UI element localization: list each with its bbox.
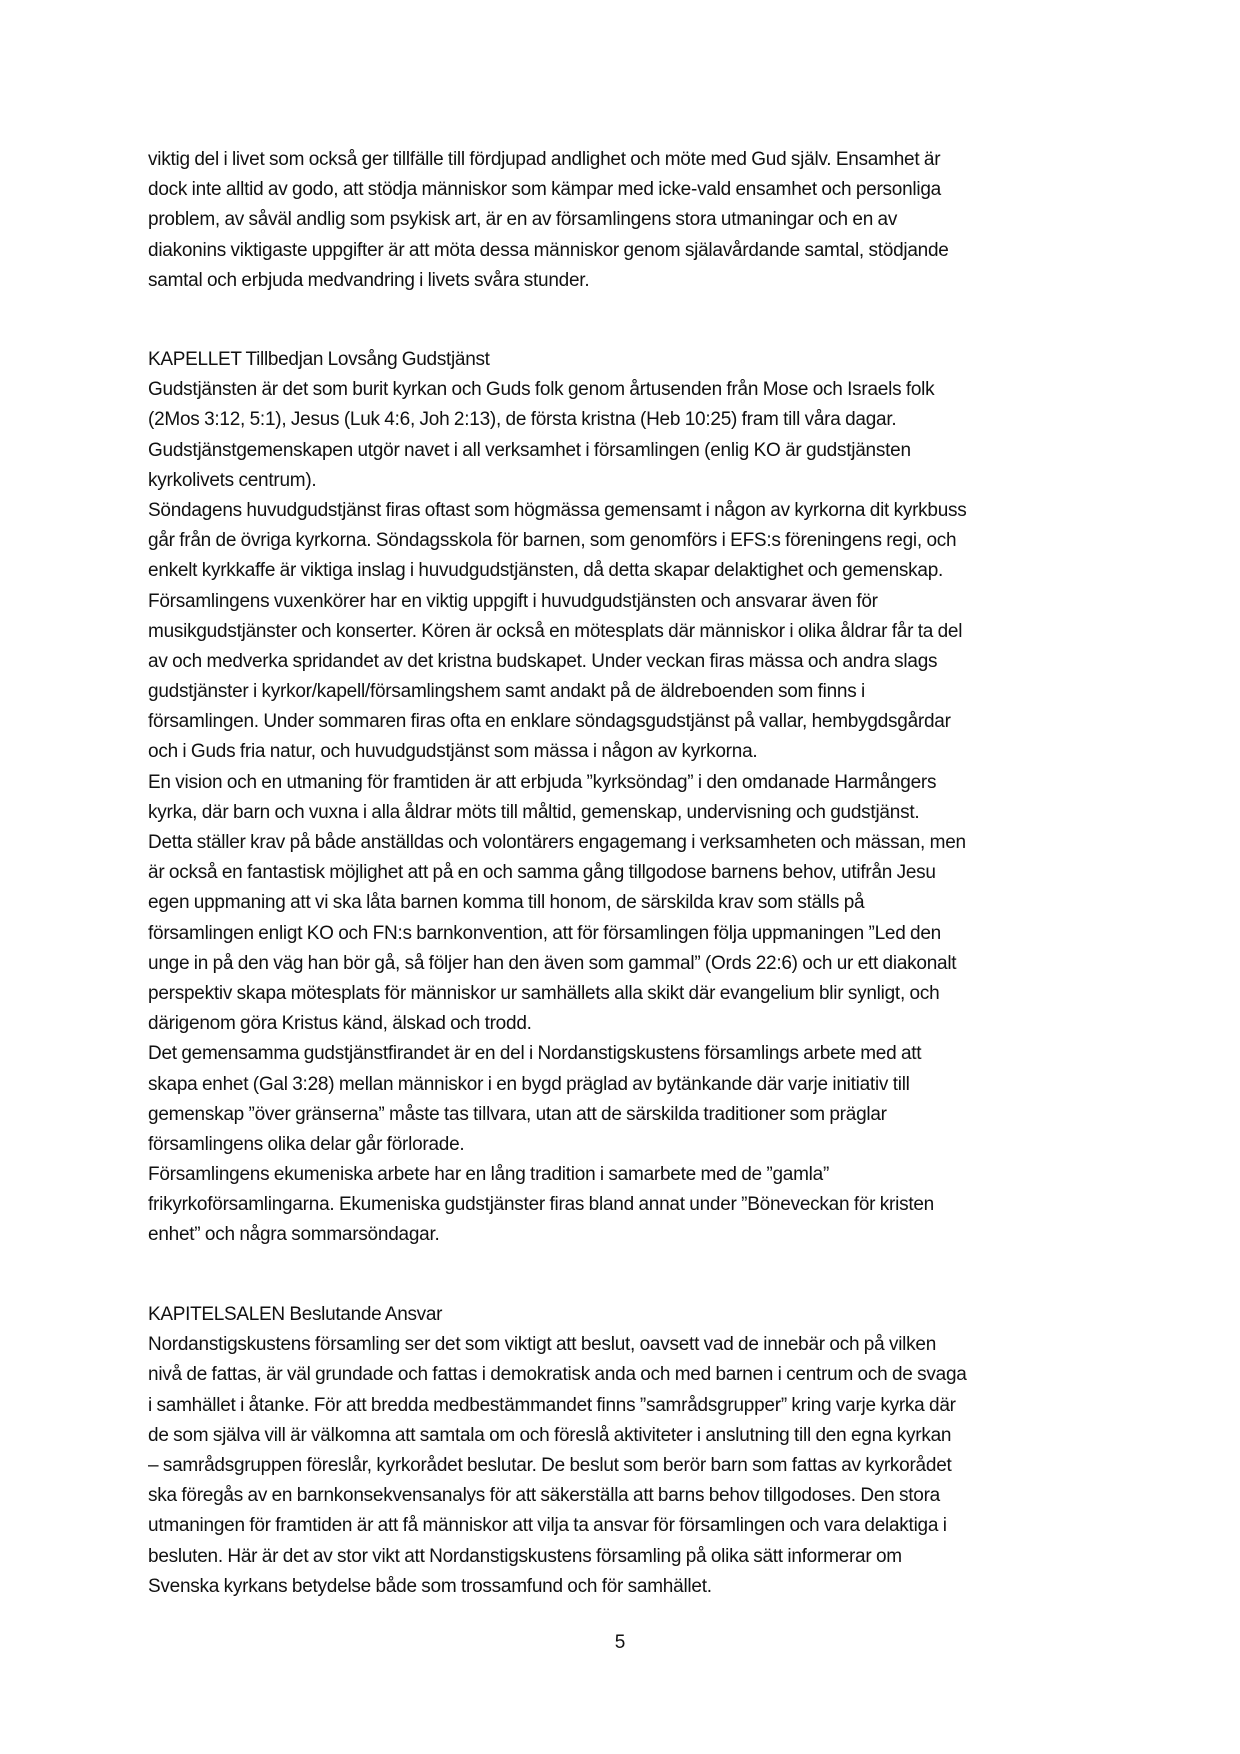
section-heading-text: KAPELLET Tillbedjan Lovsång Gudstjänst bbox=[148, 349, 490, 370]
paragraph-line: och i Guds fria natur, och huvudgudstjänst som mässa i någon av kyrkorna. bbox=[148, 741, 758, 763]
paragraph-line: – samrådsgruppen föreslår, kyrkorådet beslutar. De beslut som berör barn som fattas av kyrkorådet bbox=[148, 1454, 952, 1476]
paragraph-line: Nordanstigskustens församling ser det som viktigt att beslut, oavsett vad de innebär och på vilken bbox=[148, 1334, 937, 1356]
intro-paragraph bbox=[148, 145, 1108, 296]
paragraph-line: ska föregås av en barnkonsekvensanalys för att säkerställa att barns behov tillgodoses. Den stora bbox=[148, 1485, 940, 1507]
paragraph-line: Svenska kyrkans betydelse både som trossamfund och för samhället. bbox=[148, 1575, 712, 1597]
paragraph-line: församlingens olika delar går förlorade. bbox=[148, 1133, 465, 1155]
paragraph-line: (2Mos 3:12, 5:1), Jesus (Luk 4:6, Joh 2:13), de första kristna (Heb 10:25) fram till våra dagar. bbox=[148, 409, 897, 431]
section-body bbox=[148, 375, 1108, 1250]
paragraph-line: går från de övriga kyrkorna. Söndagsskola för barnen, som genomförs i EFS:s föreningens regi, och bbox=[148, 530, 957, 552]
paragraph-line: kyrkolivets centrum). bbox=[148, 469, 317, 491]
paragraph-line: Församlingens ekumeniska arbete har en lång tradition i samarbete med de ”gamla” bbox=[148, 1164, 830, 1186]
paragraph-line: i samhället i åtanke. För att bredda medbestämmandet finns ”samrådsgrupper” kring varje kyrka där bbox=[148, 1394, 956, 1416]
paragraph-line: perspektiv skapa mötesplats för människor ur samhällets alla skikt där evangelium blir synligt, och bbox=[148, 982, 940, 1004]
section-kapellet bbox=[148, 345, 1108, 1251]
paragraph-line: enkelt kyrkkaffe är viktiga inslag i huvudgudstjänsten, då detta skapar delaktighet och gemenskap. bbox=[148, 560, 944, 582]
paragraph-line: församlingen enligt KO och FN:s barnkonvention, att för församlingen följa uppmaningen ”Led den bbox=[148, 922, 942, 944]
paragraph-line: egen uppmaning att vi ska låta barnen komma till honom, de särskilda krav som ställs på bbox=[148, 892, 865, 914]
paragraph-line: Gudstjänstgemenskapen utgör navet i all verksamhet i församlingen (enlig KO är gudstjänsten bbox=[148, 439, 911, 461]
paragraph-line: av och medverka spridandet av det kristna budskapet. Under veckan firas mässa och andra slags bbox=[148, 650, 938, 672]
paragraph-line: Detta ställer krav på både anställdas och volontärers engagemang i verksamheten och mässan, men bbox=[148, 832, 966, 853]
paragraph-line: unge in på den väg han bör gå, så följer han den även som gammal” (Ords 22:6) och ur ett diakonalt bbox=[148, 952, 957, 974]
paragraph-line: Det gemensamma gudstjänstfirandet är en del i Nordanstigskustens församlings arbete med att bbox=[148, 1043, 922, 1065]
section-heading bbox=[148, 345, 1108, 375]
paragraph-line: församlingen. Under sommaren firas ofta en enklare söndagsgudstjänst på vallar, hembygdsgårdar bbox=[148, 711, 951, 733]
paragraph-line: Gudstjänsten är det som burit kyrkan och Guds folk genom årtusenden från Mose och Israels folk bbox=[148, 379, 935, 401]
paragraph-line: utmaningen för framtiden är att få människor att vilja ta ansvar för församlingen och vara delaktiga i bbox=[148, 1515, 947, 1537]
paragraph-line: viktig del i livet som också ger tillfälle till fördjupad andlighet och möte med Gud själv. Ensamhet är bbox=[148, 149, 941, 170]
section-body bbox=[148, 1330, 1108, 1602]
paragraph-line: därigenom göra Kristus känd, älskad och trodd. bbox=[148, 1013, 532, 1035]
paragraph-line: Församlingens vuxenkörer har en viktig uppgift i huvudgudstjänsten och ansvarar även för bbox=[148, 590, 878, 612]
paragraph-line: problem, av såväl andlig som psykisk art, är en av församlingens stora utmaningar och en av bbox=[148, 209, 898, 231]
page-number: 5 bbox=[614, 1632, 626, 1653]
paragraph-line: gemenskap ”över gränserna” måste tas tillvara, utan att de särskilda traditioner som präglar bbox=[148, 1103, 887, 1125]
paragraph-line: En vision och en utmaning för framtiden är att erbjuda ”kyrksöndag” i den omdanade Harmångers bbox=[148, 771, 937, 793]
paragraph-line: dock inte alltid av godo, att stödja människor som kämpar med icke-vald ensamhet och personliga bbox=[148, 179, 942, 201]
paragraph-line: frikyrkoförsamlingarna. Ekumeniska gudstjänster firas bland annat under ”Böneveckan för kristen bbox=[148, 1194, 934, 1216]
paragraph-line: skapa enhet (Gal 3:28) mellan människor i en bygd präglad av bytänkande där varje initiativ till bbox=[148, 1073, 910, 1095]
paragraph-line: Söndagens huvudgudstjänst firas oftast som högmässa gemensamt i någon av kyrkorna dit kyrkbuss bbox=[148, 499, 967, 521]
section-heading-text: KAPITELSALEN Beslutande Ansvar bbox=[148, 1304, 443, 1325]
paragraph-line: enhet” och några sommarsöndagar. bbox=[148, 1224, 440, 1246]
paragraph-line: nivå de fattas, är väl grundade och fattas i demokratisk anda och med barnen i centrum och de svaga bbox=[148, 1364, 967, 1386]
paragraph-line: gudstjänster i kyrkor/kapell/församlingshem samt andakt på de äldreboenden som finns i bbox=[148, 681, 865, 703]
section-kapitelsalen bbox=[148, 1300, 1108, 1602]
paragraph-line: samtal och erbjuda medvandring i livets svåra stunder. bbox=[148, 269, 590, 291]
section-heading bbox=[148, 1300, 1108, 1330]
paragraph-line: är också en fantastisk möjlighet att på en och samma gång tillgodose barnens behov, utifrån Jesu bbox=[148, 862, 936, 884]
paragraph-line: besluten. Här är det av stor vikt att Nordanstigskustens församling på olika sätt informerar om bbox=[148, 1545, 902, 1567]
paragraph-line: de som själva vill är välkomna att samtala om och föreslå aktiviteter i anslutning till den egna kyrkan bbox=[148, 1424, 952, 1446]
paragraph-line: kyrka, där barn och vuxna i alla åldrar möts till måltid, gemenskap, undervisning och gudstjänst. bbox=[148, 801, 920, 823]
paragraph-line: diakonins viktigaste uppgifter är att möta dessa människor genom själavårdande samtal, stödjande bbox=[148, 239, 949, 261]
paragraph-line: musikgudstjänster och konserter. Kören är också en mötesplats där människor i olika åldrar får ta del bbox=[148, 620, 963, 642]
